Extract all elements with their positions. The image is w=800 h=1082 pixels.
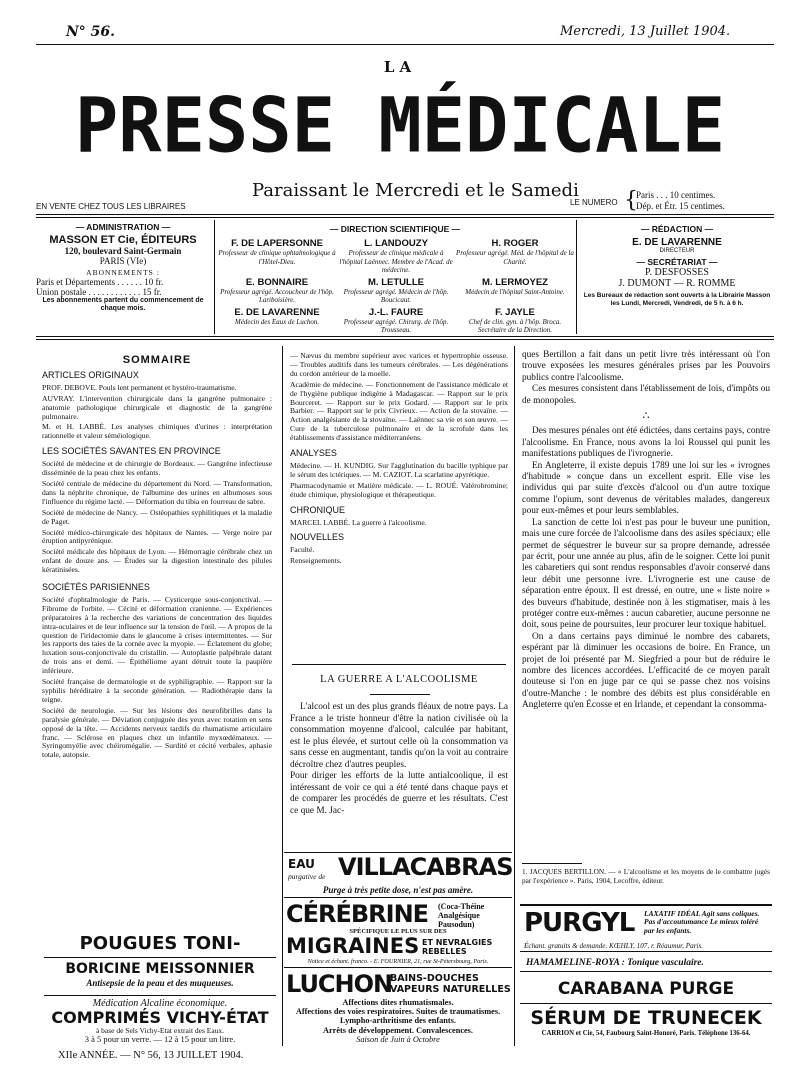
sommaire-col2 [290,352,508,568]
redaction-director: E. DE LAVARENNE [632,237,722,248]
luchon-line-3: Lympho-arthritisme des enfants. [340,1016,456,1026]
admin-subs-paris: Paris et Départements . . . . . . 10 fr. [36,277,164,287]
sommaire-province-4: Société médico-chirurgicale des hôpitaux de Nantes. — Verge noire par éruption antipyrénique. [42,527,272,546]
sommaire-academie: Académie de médecine. — Fonctionnement de l'assistance médicale et de l'hygiène publique indigène à Madagascar. — Rapport sur le prix Bourceret. — Rapport sur le prix Godard. — Rapport sur le prix Barbier. — Rapport sur le prix Civrieux. — Action de la stovaïne. — Action analgésiante de la stovaïne. — Laënnec sa vie et son œuvre. — Cure de la tuberculose pulmonaire et de la scrofule dans les établissements d'assistance méditerranéens. [290,379,508,443]
footer-issue-line: XIIe ANNÉE. — N° 56, 13 JUILLET 1904. [58,1050,244,1061]
subtitle: Paraissant le Mercredi et le Samedi [252,180,579,201]
admin-box [36,222,210,313]
price-paris: Paris . . . 10 centimes. [636,190,716,200]
ad-trunecek: SÉRUM DE TRUNECEK CARRION et Cie, 54, Faubourg Saint-Honoré, Paris. Téléphone 136-64. [530,1007,762,1037]
price-dep: Dép. et Étr. 15 centimes. [636,201,725,211]
luchon-line-1: Affections dites rhumatismales. [342,998,454,1007]
sommaire-paris-2: Société française de dermatologie et de syphiligraphie. — Rapport sur la syphilis héréditaire à la seconde génération. — Radiothérapie dans la teigne. [42,677,272,704]
sommaire-chronique: MARCEL LABBÉ. La guerre à l'alcoolisme. [290,517,427,527]
article-col3-p4: En Angleterre, il existe depuis 1789 une loi sur les « ivrognes d'habitude » conçue dans un excellent esprit. Elle vise les individus qui par suite d'excès d'alcool ou d'un autre toxique comme l'opium, sont devenus de véritables malades, dangereux pour eux-mêmes et pour leurs semblables. [522,460,770,517]
secretariat-2: J. DUMONT — R. ROMME [618,278,736,289]
article-col3-p2: Ces mesures consistent dans l'établissement de lois, d'impôts ou de monopoles. [522,384,770,406]
redaction-box [580,224,774,307]
director-8: J.-L. FAURE Professeur agrégé. Chirurg. de l'hôp. Trousseau. [343,306,449,334]
sommaire-originaux-2: AUVRAY. L'intervention chirurgicale dans la gangrène pulmonaire : anatomie pathologique chirurgicale et diagnostic de la gangrène pulmonaire. [42,393,272,421]
originaux-heading: ARTICLES ORIGINAUX [42,369,139,380]
sommaire-paris-3: Société de neurologie. — Sur les lésions des neurofibrilles dans la paralysie générale. — Déviation conjuguée des yeux avec rotation en sens opposé de la tête. — Accidents nerveux tardifs du rhumatisme articulaire franc. — Sclérose en plaques chez un infantile myxœdémateux. — Syringomyélie avec chéiromégalie. — Surdité et cécité verbales, aphasie totale, autopsie. [42,705,272,760]
luchon-line-2: Affections des voies respiratoires. Suites de traumatismes. [295,1007,501,1017]
director-6: M. LERMOYEZ Médecin de l'hôpital Saint-Antoine. [465,276,565,296]
director-7: E. DE LAVARENNE Médecin des Eaux de Luchon. [234,306,320,326]
article-col3-p3: Des mesures pénales ont été édictées, dans certains pays, contre l'alcoolisme. En France, nous avons la loi Roussel qui punit les manifestations publiques de l'ivrognerie. [522,426,770,460]
analyses-heading: ANALYSES [290,448,337,459]
admin-address: 120, boulevard Saint-Germain [64,246,182,256]
price-label: LE NUMERO [570,198,618,207]
article-col2-text: L'alcool est un des plus grands fléaux de notre pays. La France a le triste honneur d'être la nation civilisée où la consommation moyenne d'alcool, calculée par habitant, est le plus élevée, et surtout celle où la consommation va sans cesse en augmentant, tandis qu'on la voit au contraire décroître chez d'autres peuples. Pour diriger les efforts de la lutte antialcoolique, il est intéressant de voir ce qui a été tenté dans chaque pays et de comparer les procédés de guerre et les résultats. C'est ce que M. Jac- [290,702,508,816]
director-4: E. BONNAIRE Professeur agrégé. Accoucheur de l'hôp. Lariboisière. [220,276,334,304]
issue-date: Mercredi, 13 Juillet 1904. [560,24,731,39]
sommaire-nouvelles-2: Renseignements. [290,556,342,566]
director-1: F. DE LAPERSONNE Professeur de clinique ophtalmologique à l'Hôtel-Dieu. [218,238,336,266]
header-rule-2 [36,217,774,218]
article-top-rule [292,664,506,665]
sommaire-analyses-2: Pharmacodynamie et Matière médicale. — L. ROUÉ. Valérobromine; étude chimique, physiologique et thérapeutique. [290,480,508,499]
luchon-season: Saison de Juin à Octobre [356,1034,440,1044]
article-col3-p5: La sanction de cette loi n'est pas pour le buveur une punition, mais une cure forcée de l'alcoolisme dans des asiles spéciaux; elle permet de séquestrer le buveur sur sa propre demande, adressée par écrit, pour une année au plus, afin de le soigner. Cette loi punit les cabaretiers qui sont rendus responsables d'avoir conservé dans leur débit une personne ivre. L'ivrognerie est une cause de séparation entre époux. Il est dressé, en outre, une « liste noire » des buveurs d'habitude, destinée non à les stigmatiser, mais à les protéger contre eux-mêmes : aucun cabaretier, aucune personne ne doit, sous peine de poursuites, leur procurer leur toxique habituel. [522,517,770,631]
header-rule [36,214,774,215]
ad-villacabras: EAU purgative de VILLACABRAS Purge à très petite dose, n'est pas amère. [284,852,512,898]
admin-heading: — ADMINISTRATION — [75,222,171,232]
secretariat-heading: — SECRÉTARIAT — [636,257,718,267]
sommaire-province-2: Société centrale de médecine du département du Nord. — Transformation, dans la néphrite chronique, de l'albumine des urines en albumoses sous l'influence du régime lacté. — Déformation du tibia en fourreau de sabre. [42,478,272,506]
col-rule-1 [282,346,283,1046]
below-header-rule [36,336,774,337]
sommaire-originaux-1: PROF. DEBOVE. Pouls lent permanent et hystéro-traumatisme. [42,382,237,392]
article-col3-p1: ques Bertillon a fait dans un petit livre très intéressant où l'on trouve exposées les mesures générales prises par les Pouvoirs publics contre l'alcoolisme. [522,350,770,383]
admin-subs-union: Union postale . . . . . . . . . . . . 15 fr. [36,287,162,297]
admin-subs-heading: ABONNEMENTS : [86,268,160,277]
sommaire-province-1: Société de médecine et de chirurgie de Bordeaux. — Gangrène infectieuse disséminée de la peau chez les enfants. [42,459,272,478]
article-title-rule [370,694,430,695]
redaction-director-title: DIRECTEUR [659,248,695,254]
sommaire-province-3: Société de médecine de Nancy. — Ostéopathies syphilitiques et la maladie de Paget. [42,507,272,526]
price-brace: { [624,188,638,213]
top-rule [36,44,774,45]
direction-heading: — DIRECTION SCIENTIFIQUE — [329,224,461,234]
director-3: H. ROGER Professeur agrégé. Méd. de l'hôpital de la Charité. [456,238,574,266]
province-heading: LES SOCIÉTÉS SAVANTES EN PROVINCE [42,446,221,457]
vrule-2 [576,220,577,334]
chronique-heading: CHRONIQUE [290,504,346,515]
issue-number: N° 56. [66,24,116,40]
sommaire-province-5: Société médicale des hôpitaux de Lyon. — Hémorragie cérébrale chez un enfant de douze ans. — Études sur la digestion intestinale des pilules kératinisées. [42,547,272,575]
article-title: LA GUERRE A L'ALCOOLISME [320,674,478,685]
sommaire-title: SOMMAIRE [122,354,192,366]
article-col3-p6: On a dans certains pays diminué le nombre des cabarets, espérant par là diminuer les occasions de boire. En France, un projet de loi présenté par M. Siegfried a pour but de réduire le nombre des licences accordées. L'efficacité de ce moyen paraît douteuse si l'on en juge par ce qui se passe chez nos voisins d'outre-Manche : le nombre des débits est plus considérable en Angleterre qu'en Écosse et en Irlande, et cependant la consomma- [522,631,770,711]
sommaire-col2-top: — Nævus du membre supérieur avec varices et hypertrophie osseuse. — Troubles auditifs dans les tumeurs cérébrales. — Les dégénérations du cordon antérieur de la moelle. [290,351,508,378]
ad-boricine: BORICINE MEISSONNIER Antisepsie de la peau et des muqueuses. [44,960,276,996]
direction-grid [218,238,574,335]
sales-note: EN VENTE CHEZ TOUS LES LIBRAIRES [36,202,186,211]
sommaire-col1 [42,356,272,762]
article-footnote: 1. JACQUES BERTILLON. — « L'alcoolisme et les moyens de le combattre jugés par l'expérience ». Paris, 1904, Lecoffre, éditeur. [522,867,770,885]
vrule-1 [214,220,215,334]
ad-purgyl: PURGYL LAXATIF IDÉAL Agit sans coliques. Pas d'accoutumance Le mieux toléré par les enfants. Échant. gratuits & demande. KŒHLY, 107, r. Réaumur, Paris. [520,904,772,952]
director-2: L. LANDOUZY Professeur de clinique médicale à l'hôpital Laënnec. Membre de l'Acad. de médecine. [339,238,453,274]
masthead-la: LA [383,58,417,76]
admin-city: PARIS (VIe) [99,256,147,266]
ad-hamameline: HAMAMELINE-ROYA : Tonique vasculaire. [520,954,772,972]
ad-luchon: LUCHON BAINS-DOUCHES VAPEURS NATURELLES Affections dites rhumatismales. Affections des voies respiratoires. Suites de traumatismes. Lympho-arthritisme des enfants. Arrêts de développement. Convalescences. Saison de Juin à Octobre [286,970,511,1044]
admin-subs-note: Les abonnements partent du commencement de chaque mois. [42,297,204,312]
sommaire-nouvelles-1: Faculté. [290,545,315,555]
ad-pougues: POUGUES TONI- [44,930,276,958]
sommaire-paris-1: Société d'ophtalmologie de Paris. — Cysticerque sous-conjonctival. — Fibrome de l'orbite. — Cécité et déformation cranienne. — Expériences préparatoires à la recherche des variations de concentration des liquides intra-oculaires et de leur influence sur la tension de l'œil. — A propos de la question de l'iridectomie dans le glaucome à crises intermittentes. — Sur les rapports des taies de la cornée avec la myopie. — Éclatement du globe; luxation sous-conjonctivale du cristallin. — Autoplastie palpébrale datant de trois ans et demi. — Épithéliome ayant détruit toute la paupière inférieure. [42,594,272,676]
luchon-line-4: Arrêts de développement. Convalescences. [322,1025,473,1035]
footnote-rule [522,863,582,864]
ad-vichy: Médication Alcaline économique. COMPRIMÉS VICHY-ÉTAT à base de Sels Vichy-Etat extrait des Eaux. 3 à 5 pour un verre. — 12 à 15 pour un litre. [51,998,269,1044]
ad-carabana: CARABANA PURGE [520,974,772,1004]
col-rule-2 [514,346,515,1046]
ad-cerebrine: CÉRÉBRINE (Coca-Théine Analgésique Pausodun) SPÉCIFIQUE LE PLUS SUR DES MIGRAINES ET NEVRALGIES REBELLES Notice et échant. franco. - E. FOURNIER, 21, rue St-Pétersbourg, Paris. [284,900,512,968]
sommaire-originaux-3: M. et H. LABBÉ. Les analyses chimiques d'urines : interprétation rationnelle et valeur séméiologique. [42,422,272,441]
parisiennes-heading: SOCIÉTÉS PARISIENNES [42,582,150,593]
sommaire-analyses-1: Médecine. — H. KUNDIG. Sur l'agglutination du bacille typhique par le sérum des ictériques. — M. CAZIOT. La scarlatine apyrétique. [290,460,508,479]
director-5: M. LETULLE Professeur agrégé. Médecin de l'hôp. Boucicaut. [343,276,449,304]
nouvelles-heading: NOUVELLES [290,532,345,543]
section-asterism: ∴ [642,410,650,423]
redaction-heading: — RÉDACTION — [640,224,714,234]
secretariat-1: P. DESFOSSES [645,267,709,278]
masthead-title: PRESSE MÉDICALE [74,80,726,170]
redaction-note: Les Bureaux de rédaction sont ouverts à la Librairie Masson les Lundi, Mercredi, Vendredi, de 5 h. à 6 h. [583,292,771,307]
director-9: F. JAYLE Chef de clin. gyn. à l'hôp. Broca. Secrétaire de la Direction. [468,306,562,334]
article-col3 [522,350,770,712]
admin-publisher: MASSON ET Cie, ÉDITEURS [49,234,197,246]
below-header-rule-2 [36,339,774,340]
